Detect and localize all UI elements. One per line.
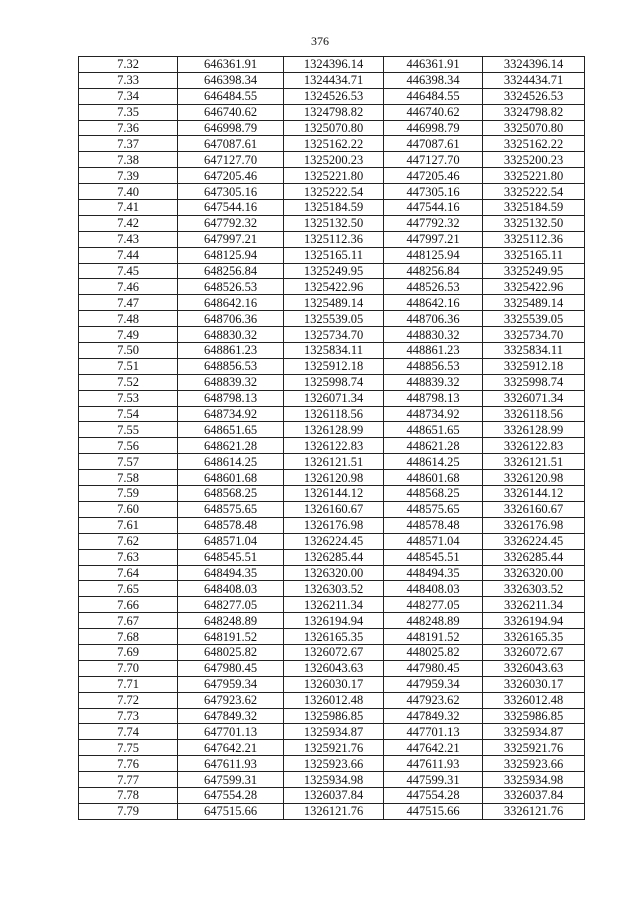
y1-cell: 1326071.34 bbox=[284, 390, 384, 406]
table-row bbox=[79, 676, 585, 692]
point-id-cell: 7.66 bbox=[79, 597, 178, 613]
point-id-cell: 7.58 bbox=[79, 470, 178, 486]
point-id-cell: 7.41 bbox=[79, 200, 178, 216]
y1-cell: 1325934.98 bbox=[284, 772, 384, 788]
x1-cell: 648408.03 bbox=[178, 581, 284, 597]
x1-cell: 648571.04 bbox=[178, 533, 284, 549]
y2-cell: 3326072.67 bbox=[483, 644, 585, 660]
x2-cell: 448408.03 bbox=[384, 581, 483, 597]
y1-cell: 1326122.83 bbox=[284, 438, 384, 454]
x2-cell: 448861.23 bbox=[384, 343, 483, 359]
y2-cell: 3326211.34 bbox=[483, 597, 585, 613]
y2-cell: 3326160.67 bbox=[483, 501, 585, 517]
table-row bbox=[79, 724, 585, 740]
x2-cell: 446361.91 bbox=[384, 57, 483, 73]
point-id-cell: 7.34 bbox=[79, 88, 178, 104]
x1-cell: 646740.62 bbox=[178, 104, 284, 120]
point-id-cell: 7.40 bbox=[79, 184, 178, 200]
table-row bbox=[79, 358, 585, 374]
y1-cell: 1325986.85 bbox=[284, 708, 384, 724]
x2-cell: 447599.31 bbox=[384, 772, 483, 788]
table-row bbox=[79, 708, 585, 724]
y1-cell: 1326194.94 bbox=[284, 613, 384, 629]
x1-cell: 647599.31 bbox=[178, 772, 284, 788]
y2-cell: 3325200.23 bbox=[483, 152, 585, 168]
point-id-cell: 7.37 bbox=[79, 136, 178, 152]
x1-cell: 647544.16 bbox=[178, 200, 284, 216]
table-row bbox=[79, 88, 585, 104]
x1-cell: 648526.53 bbox=[178, 279, 284, 295]
table-row bbox=[79, 517, 585, 533]
table-row bbox=[79, 72, 585, 88]
table-row bbox=[79, 486, 585, 502]
x2-cell: 447544.16 bbox=[384, 200, 483, 216]
x2-cell: 447087.61 bbox=[384, 136, 483, 152]
y1-cell: 1325912.18 bbox=[284, 358, 384, 374]
x2-cell: 446740.62 bbox=[384, 104, 483, 120]
x2-cell: 448248.89 bbox=[384, 613, 483, 629]
x1-cell: 648642.16 bbox=[178, 295, 284, 311]
x1-cell: 648614.25 bbox=[178, 454, 284, 470]
x2-cell: 447642.21 bbox=[384, 740, 483, 756]
table-row bbox=[79, 136, 585, 152]
point-id-cell: 7.47 bbox=[79, 295, 178, 311]
y2-cell: 3326303.52 bbox=[483, 581, 585, 597]
y2-cell: 3325986.85 bbox=[483, 708, 585, 724]
point-id-cell: 7.68 bbox=[79, 629, 178, 645]
point-id-cell: 7.72 bbox=[79, 692, 178, 708]
point-id-cell: 7.49 bbox=[79, 327, 178, 343]
y1-cell: 1325539.05 bbox=[284, 311, 384, 327]
y2-cell: 3325539.05 bbox=[483, 311, 585, 327]
x1-cell: 647849.32 bbox=[178, 708, 284, 724]
y1-cell: 1326285.44 bbox=[284, 549, 384, 565]
x1-cell: 648830.32 bbox=[178, 327, 284, 343]
x2-cell: 447923.62 bbox=[384, 692, 483, 708]
y1-cell: 1326118.56 bbox=[284, 406, 384, 422]
x2-cell: 448545.51 bbox=[384, 549, 483, 565]
y1-cell: 1325221.80 bbox=[284, 168, 384, 184]
x1-cell: 648191.52 bbox=[178, 629, 284, 645]
y2-cell: 3325912.18 bbox=[483, 358, 585, 374]
y2-cell: 3326165.35 bbox=[483, 629, 585, 645]
x2-cell: 447305.16 bbox=[384, 184, 483, 200]
y1-cell: 1325132.50 bbox=[284, 215, 384, 231]
x1-cell: 647205.46 bbox=[178, 168, 284, 184]
point-id-cell: 7.69 bbox=[79, 644, 178, 660]
table-row bbox=[79, 247, 585, 263]
x1-cell: 648734.92 bbox=[178, 406, 284, 422]
table-row bbox=[79, 740, 585, 756]
x1-cell: 648256.84 bbox=[178, 263, 284, 279]
table-row bbox=[79, 613, 585, 629]
y1-cell: 1326012.48 bbox=[284, 692, 384, 708]
x2-cell: 448191.52 bbox=[384, 629, 483, 645]
point-id-cell: 7.65 bbox=[79, 581, 178, 597]
point-id-cell: 7.70 bbox=[79, 660, 178, 676]
y2-cell: 3325221.80 bbox=[483, 168, 585, 184]
table-row bbox=[79, 803, 585, 819]
y1-cell: 1325222.54 bbox=[284, 184, 384, 200]
table-row bbox=[79, 57, 585, 73]
x2-cell: 448256.84 bbox=[384, 263, 483, 279]
table-row bbox=[79, 787, 585, 803]
point-id-cell: 7.44 bbox=[79, 247, 178, 263]
y2-cell: 3325998.74 bbox=[483, 374, 585, 390]
table-row bbox=[79, 263, 585, 279]
point-id-cell: 7.55 bbox=[79, 422, 178, 438]
table-row bbox=[79, 501, 585, 517]
table-row bbox=[79, 152, 585, 168]
y2-cell: 3326144.12 bbox=[483, 486, 585, 502]
point-id-cell: 7.53 bbox=[79, 390, 178, 406]
table-row bbox=[79, 549, 585, 565]
x1-cell: 648494.35 bbox=[178, 565, 284, 581]
point-id-cell: 7.63 bbox=[79, 549, 178, 565]
y2-cell: 3324526.53 bbox=[483, 88, 585, 104]
x2-cell: 448642.16 bbox=[384, 295, 483, 311]
point-id-cell: 7.43 bbox=[79, 231, 178, 247]
table-row bbox=[79, 470, 585, 486]
point-id-cell: 7.35 bbox=[79, 104, 178, 120]
y2-cell: 3325070.80 bbox=[483, 120, 585, 136]
table-row bbox=[79, 390, 585, 406]
x2-cell: 448575.65 bbox=[384, 501, 483, 517]
y1-cell: 1324434.71 bbox=[284, 72, 384, 88]
y2-cell: 3325132.50 bbox=[483, 215, 585, 231]
y2-cell: 3325162.22 bbox=[483, 136, 585, 152]
y1-cell: 1326224.45 bbox=[284, 533, 384, 549]
y2-cell: 3324434.71 bbox=[483, 72, 585, 88]
x1-cell: 648277.05 bbox=[178, 597, 284, 613]
point-id-cell: 7.67 bbox=[79, 613, 178, 629]
table-row bbox=[79, 374, 585, 390]
y1-cell: 1326160.67 bbox=[284, 501, 384, 517]
point-id-cell: 7.79 bbox=[79, 803, 178, 819]
y2-cell: 3325934.87 bbox=[483, 724, 585, 740]
x1-cell: 647997.21 bbox=[178, 231, 284, 247]
y2-cell: 3326118.56 bbox=[483, 406, 585, 422]
x1-cell: 647792.32 bbox=[178, 215, 284, 231]
y1-cell: 1326128.99 bbox=[284, 422, 384, 438]
table-row bbox=[79, 772, 585, 788]
y2-cell: 3326037.84 bbox=[483, 787, 585, 803]
y2-cell: 3326043.63 bbox=[483, 660, 585, 676]
table-body bbox=[79, 57, 585, 820]
x2-cell: 448830.32 bbox=[384, 327, 483, 343]
y2-cell: 3325422.96 bbox=[483, 279, 585, 295]
x2-cell: 447997.21 bbox=[384, 231, 483, 247]
y1-cell: 1325112.36 bbox=[284, 231, 384, 247]
x1-cell: 648575.65 bbox=[178, 501, 284, 517]
x1-cell: 648839.32 bbox=[178, 374, 284, 390]
y1-cell: 1325489.14 bbox=[284, 295, 384, 311]
x1-cell: 648025.82 bbox=[178, 644, 284, 660]
coordinates-table bbox=[78, 56, 585, 820]
y1-cell: 1326037.84 bbox=[284, 787, 384, 803]
y2-cell: 3325834.11 bbox=[483, 343, 585, 359]
x2-cell: 448621.28 bbox=[384, 438, 483, 454]
y1-cell: 1325834.11 bbox=[284, 343, 384, 359]
y1-cell: 1326043.63 bbox=[284, 660, 384, 676]
y2-cell: 3326285.44 bbox=[483, 549, 585, 565]
y1-cell: 1325734.70 bbox=[284, 327, 384, 343]
point-id-cell: 7.33 bbox=[79, 72, 178, 88]
point-id-cell: 7.74 bbox=[79, 724, 178, 740]
table-row bbox=[79, 454, 585, 470]
y2-cell: 3325222.54 bbox=[483, 184, 585, 200]
table-row bbox=[79, 327, 585, 343]
table-row bbox=[79, 644, 585, 660]
y2-cell: 3326194.94 bbox=[483, 613, 585, 629]
x1-cell: 648125.94 bbox=[178, 247, 284, 263]
x1-cell: 646361.91 bbox=[178, 57, 284, 73]
table-row bbox=[79, 581, 585, 597]
table-row bbox=[79, 104, 585, 120]
y1-cell: 1325934.87 bbox=[284, 724, 384, 740]
x1-cell: 646998.79 bbox=[178, 120, 284, 136]
x2-cell: 448494.35 bbox=[384, 565, 483, 581]
point-id-cell: 7.54 bbox=[79, 406, 178, 422]
point-id-cell: 7.75 bbox=[79, 740, 178, 756]
y2-cell: 3325923.66 bbox=[483, 756, 585, 772]
y1-cell: 1325923.66 bbox=[284, 756, 384, 772]
point-id-cell: 7.42 bbox=[79, 215, 178, 231]
y2-cell: 3325249.95 bbox=[483, 263, 585, 279]
x1-cell: 648578.48 bbox=[178, 517, 284, 533]
y1-cell: 1324798.82 bbox=[284, 104, 384, 120]
y2-cell: 3326071.34 bbox=[483, 390, 585, 406]
point-id-cell: 7.76 bbox=[79, 756, 178, 772]
y1-cell: 1326165.35 bbox=[284, 629, 384, 645]
point-id-cell: 7.71 bbox=[79, 676, 178, 692]
y1-cell: 1326030.17 bbox=[284, 676, 384, 692]
y1-cell: 1326121.51 bbox=[284, 454, 384, 470]
table-row bbox=[79, 215, 585, 231]
point-id-cell: 7.48 bbox=[79, 311, 178, 327]
x2-cell: 447611.93 bbox=[384, 756, 483, 772]
x2-cell: 448025.82 bbox=[384, 644, 483, 660]
y2-cell: 3325489.14 bbox=[483, 295, 585, 311]
y2-cell: 3324396.14 bbox=[483, 57, 585, 73]
y2-cell: 3326030.17 bbox=[483, 676, 585, 692]
table-row bbox=[79, 533, 585, 549]
x2-cell: 446998.79 bbox=[384, 120, 483, 136]
x1-cell: 648706.36 bbox=[178, 311, 284, 327]
table-row bbox=[79, 422, 585, 438]
y2-cell: 3326176.98 bbox=[483, 517, 585, 533]
x1-cell: 648545.51 bbox=[178, 549, 284, 565]
point-id-cell: 7.46 bbox=[79, 279, 178, 295]
y2-cell: 3326128.99 bbox=[483, 422, 585, 438]
y2-cell: 3326122.83 bbox=[483, 438, 585, 454]
y1-cell: 1326121.76 bbox=[284, 803, 384, 819]
table-row bbox=[79, 200, 585, 216]
table-row bbox=[79, 660, 585, 676]
x1-cell: 647980.45 bbox=[178, 660, 284, 676]
point-id-cell: 7.62 bbox=[79, 533, 178, 549]
point-id-cell: 7.59 bbox=[79, 486, 178, 502]
x2-cell: 448571.04 bbox=[384, 533, 483, 549]
y1-cell: 1325200.23 bbox=[284, 152, 384, 168]
x2-cell: 448125.94 bbox=[384, 247, 483, 263]
y1-cell: 1326072.67 bbox=[284, 644, 384, 660]
x2-cell: 447959.34 bbox=[384, 676, 483, 692]
point-id-cell: 7.57 bbox=[79, 454, 178, 470]
y1-cell: 1326320.00 bbox=[284, 565, 384, 581]
table-row bbox=[79, 184, 585, 200]
y1-cell: 1326176.98 bbox=[284, 517, 384, 533]
y1-cell: 1324526.53 bbox=[284, 88, 384, 104]
y1-cell: 1325070.80 bbox=[284, 120, 384, 136]
x1-cell: 647642.21 bbox=[178, 740, 284, 756]
x2-cell: 447980.45 bbox=[384, 660, 483, 676]
x1-cell: 647959.34 bbox=[178, 676, 284, 692]
x2-cell: 448526.53 bbox=[384, 279, 483, 295]
y2-cell: 3325934.98 bbox=[483, 772, 585, 788]
point-id-cell: 7.61 bbox=[79, 517, 178, 533]
y1-cell: 1326303.52 bbox=[284, 581, 384, 597]
x1-cell: 647554.28 bbox=[178, 787, 284, 803]
table-row bbox=[79, 629, 585, 645]
y1-cell: 1325184.59 bbox=[284, 200, 384, 216]
point-id-cell: 7.73 bbox=[79, 708, 178, 724]
y2-cell: 3326012.48 bbox=[483, 692, 585, 708]
table-row bbox=[79, 565, 585, 581]
y2-cell: 3326320.00 bbox=[483, 565, 585, 581]
y1-cell: 1326211.34 bbox=[284, 597, 384, 613]
x1-cell: 646484.55 bbox=[178, 88, 284, 104]
y2-cell: 3325921.76 bbox=[483, 740, 585, 756]
y2-cell: 3326121.51 bbox=[483, 454, 585, 470]
point-id-cell: 7.56 bbox=[79, 438, 178, 454]
x1-cell: 648601.68 bbox=[178, 470, 284, 486]
table-row bbox=[79, 438, 585, 454]
y1-cell: 1325422.96 bbox=[284, 279, 384, 295]
table-row bbox=[79, 692, 585, 708]
x1-cell: 648621.28 bbox=[178, 438, 284, 454]
table-row bbox=[79, 343, 585, 359]
x1-cell: 647923.62 bbox=[178, 692, 284, 708]
x1-cell: 648861.23 bbox=[178, 343, 284, 359]
x2-cell: 446398.34 bbox=[384, 72, 483, 88]
y1-cell: 1324396.14 bbox=[284, 57, 384, 73]
page-number: 376 bbox=[311, 34, 329, 48]
x2-cell: 448578.48 bbox=[384, 517, 483, 533]
table-row bbox=[79, 311, 585, 327]
x1-cell: 647515.66 bbox=[178, 803, 284, 819]
x2-cell: 447127.70 bbox=[384, 152, 483, 168]
table-row bbox=[79, 231, 585, 247]
x2-cell: 448706.36 bbox=[384, 311, 483, 327]
x2-cell: 448839.32 bbox=[384, 374, 483, 390]
table-row bbox=[79, 756, 585, 772]
y1-cell: 1325249.95 bbox=[284, 263, 384, 279]
y1-cell: 1325998.74 bbox=[284, 374, 384, 390]
y2-cell: 3325184.59 bbox=[483, 200, 585, 216]
x2-cell: 448651.65 bbox=[384, 422, 483, 438]
point-id-cell: 7.36 bbox=[79, 120, 178, 136]
y2-cell: 3325734.70 bbox=[483, 327, 585, 343]
point-id-cell: 7.45 bbox=[79, 263, 178, 279]
point-id-cell: 7.51 bbox=[79, 358, 178, 374]
y1-cell: 1326120.98 bbox=[284, 470, 384, 486]
y2-cell: 3326224.45 bbox=[483, 533, 585, 549]
y1-cell: 1326144.12 bbox=[284, 486, 384, 502]
x2-cell: 447792.32 bbox=[384, 215, 483, 231]
y1-cell: 1325921.76 bbox=[284, 740, 384, 756]
table-row bbox=[79, 295, 585, 311]
y1-cell: 1325165.11 bbox=[284, 247, 384, 263]
point-id-cell: 7.64 bbox=[79, 565, 178, 581]
point-id-cell: 7.78 bbox=[79, 787, 178, 803]
x1-cell: 647127.70 bbox=[178, 152, 284, 168]
table-row bbox=[79, 406, 585, 422]
point-id-cell: 7.39 bbox=[79, 168, 178, 184]
point-id-cell: 7.52 bbox=[79, 374, 178, 390]
point-id-cell: 7.32 bbox=[79, 57, 178, 73]
x2-cell: 447701.13 bbox=[384, 724, 483, 740]
point-id-cell: 7.77 bbox=[79, 772, 178, 788]
y2-cell: 3326121.76 bbox=[483, 803, 585, 819]
x1-cell: 647305.16 bbox=[178, 184, 284, 200]
x1-cell: 648651.65 bbox=[178, 422, 284, 438]
x2-cell: 448798.13 bbox=[384, 390, 483, 406]
x1-cell: 648856.53 bbox=[178, 358, 284, 374]
x2-cell: 447515.66 bbox=[384, 803, 483, 819]
x2-cell: 446484.55 bbox=[384, 88, 483, 104]
x1-cell: 647611.93 bbox=[178, 756, 284, 772]
x2-cell: 447849.32 bbox=[384, 708, 483, 724]
x2-cell: 448614.25 bbox=[384, 454, 483, 470]
table-row bbox=[79, 597, 585, 613]
y1-cell: 1325162.22 bbox=[284, 136, 384, 152]
x1-cell: 648248.89 bbox=[178, 613, 284, 629]
x2-cell: 447554.28 bbox=[384, 787, 483, 803]
x1-cell: 647087.61 bbox=[178, 136, 284, 152]
x2-cell: 447205.46 bbox=[384, 168, 483, 184]
table-row bbox=[79, 120, 585, 136]
point-id-cell: 7.38 bbox=[79, 152, 178, 168]
y2-cell: 3325112.36 bbox=[483, 231, 585, 247]
y2-cell: 3324798.82 bbox=[483, 104, 585, 120]
x2-cell: 448856.53 bbox=[384, 358, 483, 374]
x2-cell: 448277.05 bbox=[384, 597, 483, 613]
x1-cell: 648798.13 bbox=[178, 390, 284, 406]
x2-cell: 448601.68 bbox=[384, 470, 483, 486]
x1-cell: 646398.34 bbox=[178, 72, 284, 88]
table-row bbox=[79, 168, 585, 184]
y2-cell: 3326120.98 bbox=[483, 470, 585, 486]
point-id-cell: 7.60 bbox=[79, 501, 178, 517]
x2-cell: 448734.92 bbox=[384, 406, 483, 422]
y2-cell: 3325165.11 bbox=[483, 247, 585, 263]
x1-cell: 648568.25 bbox=[178, 486, 284, 502]
x1-cell: 647701.13 bbox=[178, 724, 284, 740]
point-id-cell: 7.50 bbox=[79, 343, 178, 359]
table-row bbox=[79, 279, 585, 295]
x2-cell: 448568.25 bbox=[384, 486, 483, 502]
